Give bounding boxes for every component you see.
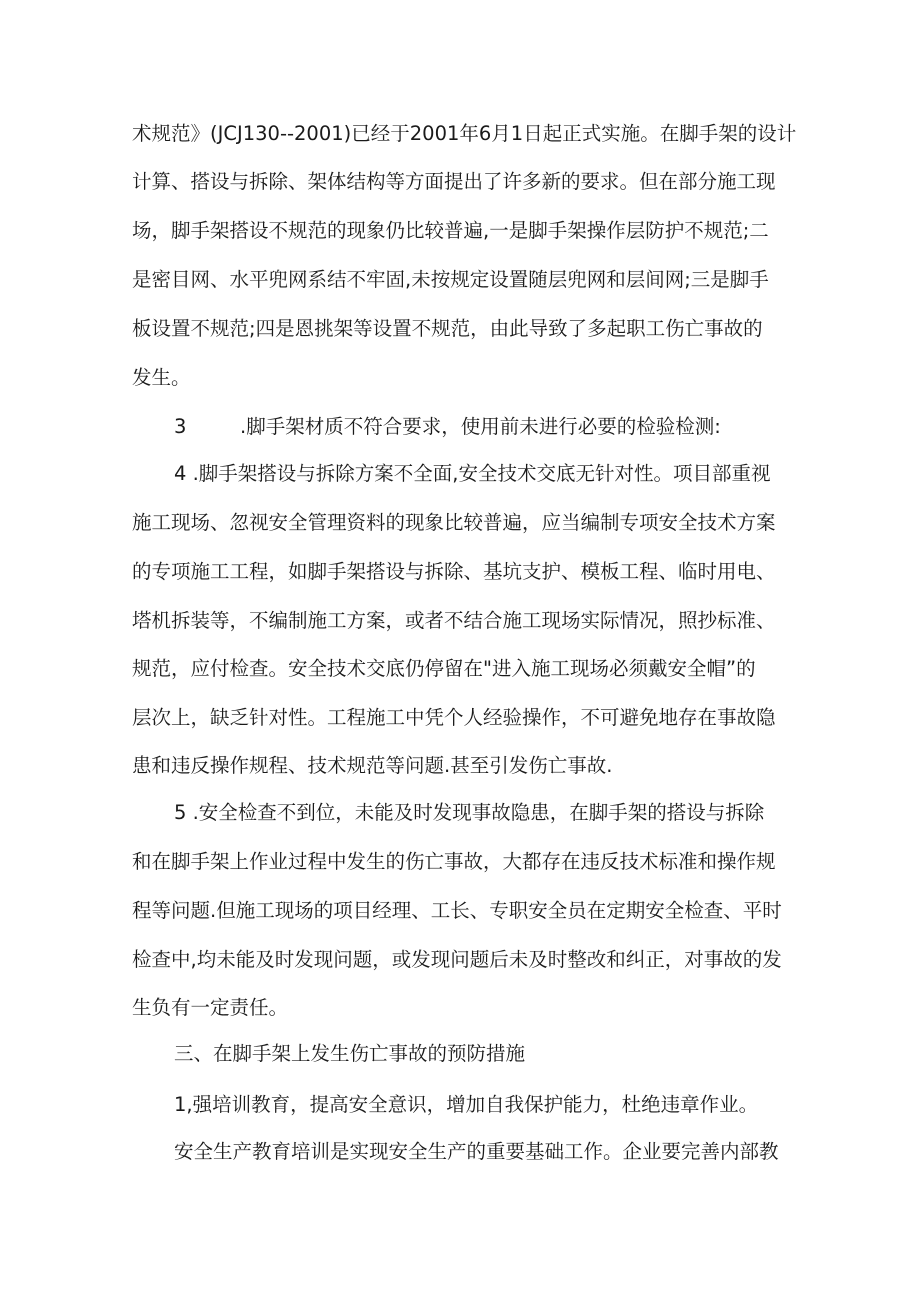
item-text: .脚手架材质不符合要求，使用前未进行必要的检验检测: [240, 415, 721, 438]
paragraph-line: 塔机拆装等，不编制施工方案，或者不结合施工现场实际情况，照抄标准、 [132, 609, 776, 632]
paragraph-line: 和在脚手架上作业过程中发生的伤亡事故，大都存在违反技术标准和操作规 [132, 850, 776, 873]
paragraph-line: 检查中,均未能及时发现问题，或发现问题后未及时整改和纠正，对事故的发 [132, 948, 782, 971]
paragraph-line: 患和违反操作规程、技术规范等问题.甚至引发伤亡事故. [132, 754, 613, 777]
paragraph-line: 层次上，缺乏针对性。工程施工中凭个人经验操作，不可避免地存在事故隐 [132, 706, 776, 729]
paragraph-line: 安全生产教育培训是实现安全生产的重要基础工作。企业要完善内部教 [174, 1140, 779, 1163]
paragraph-line: 发生。 [132, 366, 191, 389]
paragraph-line: 生负有一定责任。 [132, 996, 289, 1019]
section-heading: 三、在脚手架上发生伤亡事故的预防措施 [174, 1042, 526, 1065]
item-number: 3 [174, 415, 187, 438]
paragraph-line: 板设置不规范;四是恩挑架等设置不规范，由此导致了多起职工伤亡事故的 [132, 317, 763, 340]
paragraph-line: 的专项施工工程，如脚手架搭设与拆除、基坑支护、模板工程、临时用电、 [132, 560, 776, 583]
paragraph-line: 术规范》(JCJ130--2001)已经于2001年6月1日起正式实施。在脚手架的设计 [132, 122, 797, 145]
paragraph-line: 场，脚手架搭设不规范的现象仍比较普遍,一是脚手架操作层防护不规范;二 [132, 219, 769, 242]
paragraph-line: 是密目网、水平兜网系结不牢固,未按规定设置随层兜网和层间网;三是脚手 [132, 268, 769, 291]
paragraph-line: 5 .安全检查不到位，未能及时发现事故隐患，在脚手架的搭设与拆除 [174, 801, 765, 824]
measure-item: 1,强培训教育，提高安全意识，增加自我保护能力，杜绝违章作业。 [174, 1093, 759, 1116]
paragraph-line: 规范，应付检查。安全技术交底仍停留在"进入施工现场必须戴安全帽”的 [132, 657, 756, 680]
paragraph-line: 计算、搭设与拆除、架体结构等方面提出了许多新的要求。但在部分施工现 [132, 170, 776, 193]
paragraph-line: 4 .脚手架搭设与拆除方案不全面,安全技术交底无针对性。项目部重视 [174, 462, 771, 485]
paragraph-line: 程等问题.但施工现场的项目经理、工长、专职安全员在定期安全检查、平时 [132, 899, 782, 922]
paragraph-line: 施工现场、忽视安全管理资料的现象比较普遍，应当编制专项安全技术方案 [132, 511, 776, 534]
